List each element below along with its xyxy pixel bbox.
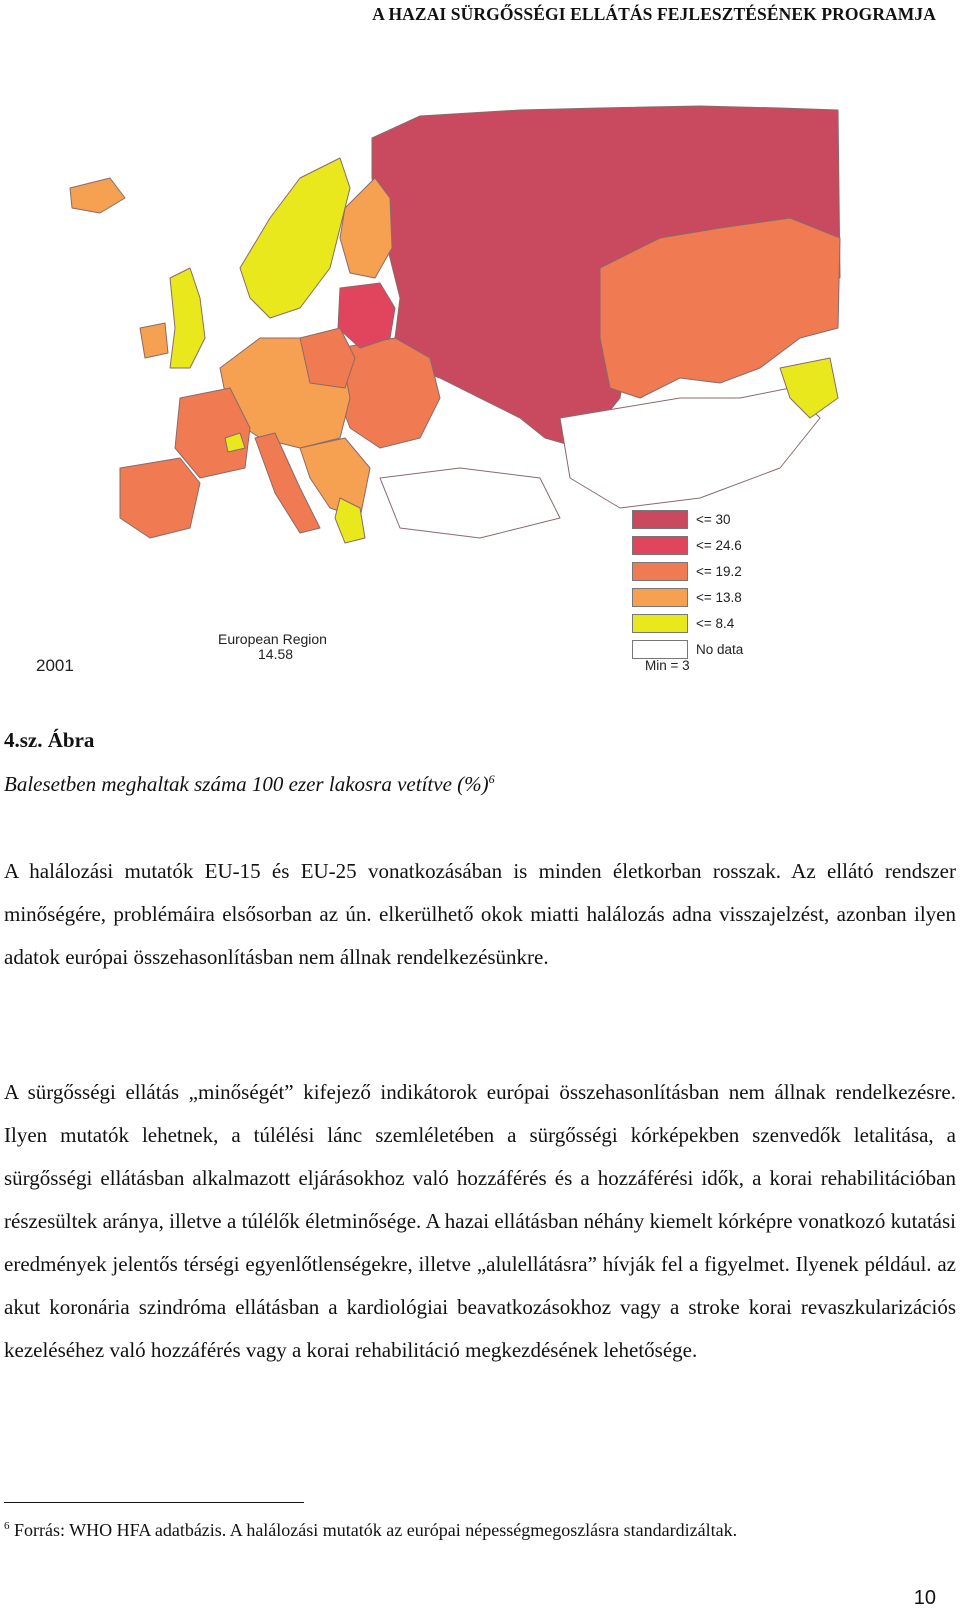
paragraph-1: A halálozási mutatók EU-15 és EU-25 vonatkozásában is minden életkorban rosszak. Az ellátó rendszer minőségére, problémáira elsősorban az ún. elkerülhető okok miatti halálozás adna visszajelzést, azonban ilyen adatok európai összehasonlításban nem állnak rendelkezésünkre.: [4, 859, 956, 969]
map-year: 2001: [36, 656, 74, 675]
legend-swatch: [632, 562, 688, 581]
map-graphic: [0, 38, 960, 688]
map-legend: [632, 506, 743, 673]
footnote-number: 6: [4, 1520, 10, 1532]
footnote-text: Forrás: WHO HFA adatbázis. A halálozási mutatók az európai népességmegoszlásra standardizáltak.: [14, 1520, 738, 1540]
figure-number: 4.sz. Ábra: [4, 728, 95, 752]
legend-swatch: [632, 640, 688, 659]
region-baltics: [338, 283, 395, 348]
legend-swatch: [632, 614, 688, 633]
legend-label: <= 30: [696, 511, 731, 527]
figure-caption: [4, 772, 495, 797]
footnote: [4, 1520, 737, 1541]
legend-label: <= 8.4: [696, 615, 735, 631]
region-uk: [170, 268, 205, 368]
paragraph-2: A sürgősségi ellátás „minőségét” kifejező indikátorok európai összehasonlításban nem állnak rendelkezésre. Ilyen mutatók lehetnek, a túlélési lánc szemléletében a sürgősségi kórképekben szenvedők letalitása, a sürgősségi ellátásban alkalmazott eljárásokhoz való hozzáférés és a hozzáférési idők, a korai rehabilitációban részesültek aránya, illetve a túlélők életminősége. A hazai ellátásban néhány kiemelt kórképre vonatkozó kutatási eredmények jelentős térségi egyenlőtlenségekre, illetve „alulellátásra” hívják fel a figyelmet. Ilyenek például. az akut koronária szindróma ellátásban a kardiológiai beavatkozásokhoz vagy a stroke korai revaszkularizációs kezeléséhez való hozzáférés vagy a korai rehabilitáció megkezdésének lehetősége.: [4, 1080, 956, 1362]
region-iceland: [70, 178, 125, 213]
legend-label: <= 24.6: [696, 537, 742, 553]
region-value: 14.58: [258, 646, 294, 662]
legend-label: <= 19.2: [696, 563, 742, 579]
page-header-title: A HAZAI SÜRGŐSSÉGI ELLÁTÁS FEJLESZTÉSÉNEK PROGRAMJA: [372, 4, 936, 24]
footnote-divider: [4, 1502, 304, 1503]
footnote-ref[interactable]: 6: [488, 772, 495, 786]
region-balkans: [300, 438, 370, 518]
legend-swatch: [632, 536, 688, 555]
legend-label: <= 13.8: [696, 589, 742, 605]
region-turkey: [380, 468, 560, 538]
legend-label: No data: [696, 641, 744, 657]
legend-swatch: [632, 588, 688, 607]
legend-item: [632, 532, 743, 558]
region-scandinavia: [240, 158, 350, 318]
region-label: European Region: [218, 631, 327, 647]
legend-min: Min = 3: [645, 658, 690, 673]
legend-swatch: [632, 510, 688, 529]
map-region-summary: [218, 632, 327, 662]
page-number: 10: [913, 1587, 936, 1609]
region-ireland: [140, 323, 168, 358]
figure-caption-text: Balesetben meghaltak száma 100 ezer lakosra vetítve (%): [4, 772, 489, 796]
legend-item: [632, 558, 743, 584]
legend-item: [632, 506, 743, 532]
europe-mortality-map: [0, 38, 960, 688]
region-iberia: [120, 458, 200, 538]
legend-item: [632, 610, 743, 636]
legend-item: [632, 584, 743, 610]
